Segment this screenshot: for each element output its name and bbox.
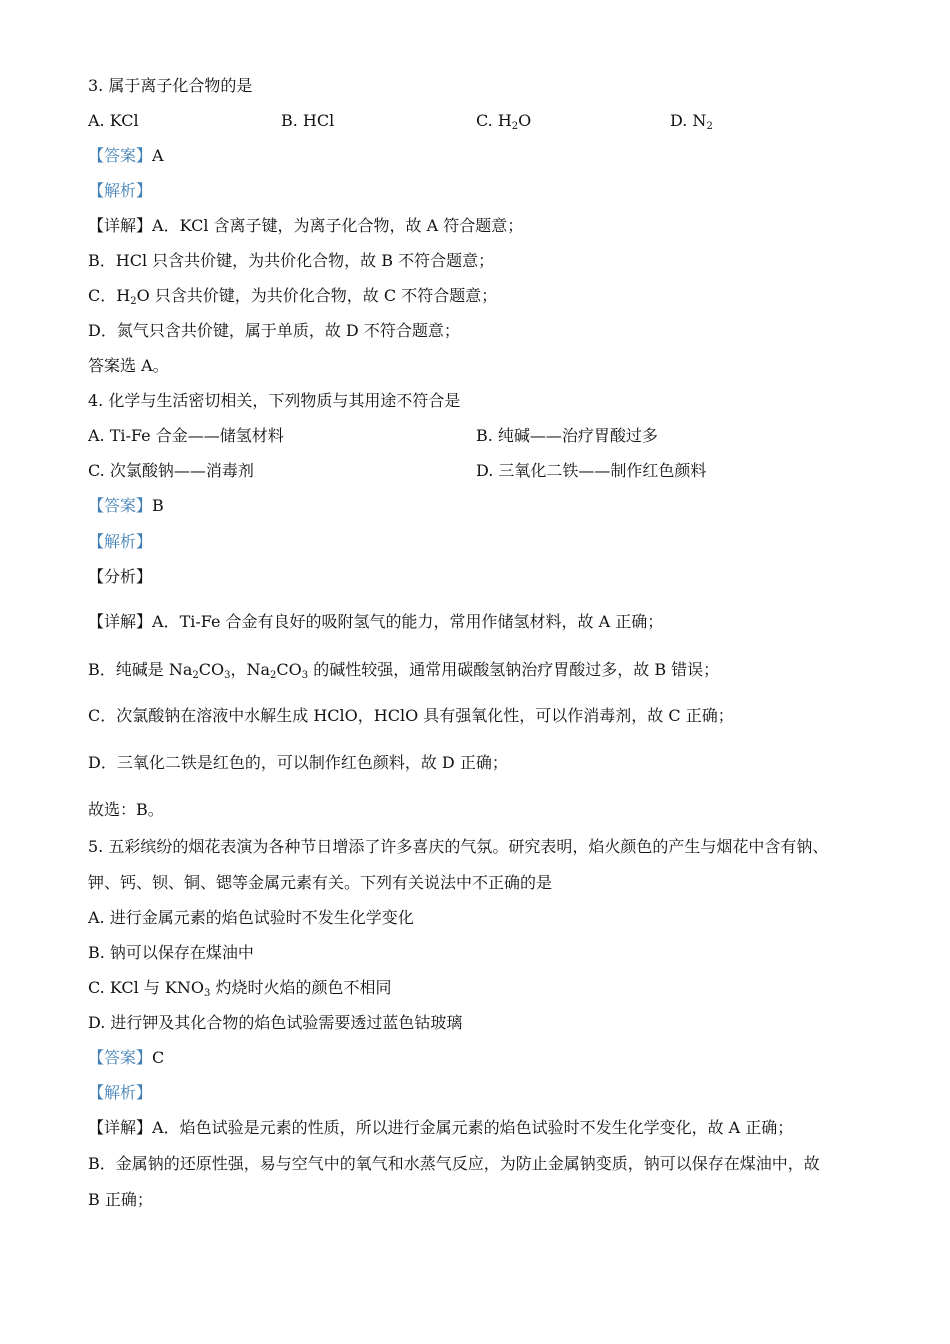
q4-answer: 【答案】B (88, 496, 164, 515)
answer-tag: 【答案】 (88, 1048, 153, 1067)
q5-detail-a: 【详解】A．焰色试验是元素的性质，所以进行金属元素的焰色试验时不发生化学变化，故 A 正确； (88, 1118, 794, 1137)
q4-fenxi-tag: 【分析】 (88, 567, 153, 586)
q4-option-d: D. 三氧化二铁——制作红色颜料 (476, 461, 707, 480)
q3-option-b: B. HCl (281, 111, 335, 130)
q3-option-a: A. KCl (88, 111, 139, 130)
q4-analysis-tag: 【解析】 (88, 532, 153, 551)
q4-detail-d: D．三氧化二铁是红色的，可以制作红色颜料，故 D 正确； (88, 753, 508, 772)
q5-detail-b-line1: B．金属钠的还原性强，易与空气中的氧气和水蒸气反应，为防止金属钠变质，钠可以保存在煤油中，故 (88, 1154, 820, 1173)
q3-answer: 【答案】A (88, 146, 164, 165)
q3-stem: 3. 属于离子化合物的是 (88, 76, 253, 95)
q3-detail-d: D．氮气只含共价键，属于单质，故 D 不符合题意； (88, 321, 460, 340)
q3-detail-b: B．HCl 只含共价键，为共价化合物，故 B 不符合题意； (88, 251, 495, 270)
q5-option-d: D. 进行钾及其化合物的焰色试验需要透过蓝色钴玻璃 (88, 1013, 463, 1032)
q5-detail-b-line2: B 正确； (88, 1190, 153, 1209)
q3-analysis-tag: 【解析】 (88, 181, 153, 200)
q4-option-a: A. Ti-Fe 合金——储氢材料 (88, 426, 284, 445)
q5-option-c: C. KCl 与 $KNO_3$ 灼烧时火焰的颜色不相同 (88, 978, 392, 999)
q4-option-b: B. 纯碱——治疗胃酸过多 (476, 426, 658, 445)
q5-stem-line2: 钾、钙、钡、铜、锶等金属元素有关。下列有关说法中不正确的是 (88, 873, 553, 892)
q4-detail-c: C．次氯酸钠在溶液中水解生成 HClO，HClO 具有强氧化性，可以作消毒剂，故 C 正确； (88, 706, 734, 725)
answer-tag: 【答案】 (88, 146, 153, 165)
q3-conclusion: 答案选 A。 (88, 356, 169, 375)
q4-stem: 4. 化学与生活密切相关，下列物质与其用途不符合是 (88, 391, 461, 410)
q5-option-a: A. 进行金属元素的焰色试验时不发生化学变化 (88, 908, 414, 927)
answer-tag: 【答案】 (88, 496, 153, 515)
q3-detail-a: 【详解】A．KCl 含离子键，为离子化合物，故 A 符合题意； (88, 216, 524, 235)
q4-conclusion: 故选：B。 (88, 800, 164, 819)
q3-option-c: C. $H_2O$ (476, 111, 532, 132)
q4-option-c: C. 次氯酸钠——消毒剂 (88, 461, 254, 480)
q5-answer: 【答案】C (88, 1048, 165, 1067)
q4-detail-a: 【详解】A．Ti-Fe 合金有良好的吸附氢气的能力，常用作储氢材料，故 A 正确； (88, 612, 664, 631)
q5-option-b: B. 钠可以保存在煤油中 (88, 943, 254, 962)
q3-option-d: D. $N_2$ (670, 111, 713, 132)
q5-analysis-tag: 【解析】 (88, 1083, 153, 1102)
q5-stem-line1: 5. 五彩缤纷的烟花表演为各种节日增添了许多喜庆的气氛。研究表明，焰火颜色的产生与烟花中含有钠、 (88, 837, 829, 856)
q3-detail-c: C．$H_2O$ 只含共价键，为共价化合物，故 C 不符合题意； (88, 286, 498, 307)
q4-detail-b: B．纯碱是 $Na_2CO_3$，$Na_2CO_3$ 的碱性较强，通常用碳酸氢钠治疗胃酸过多，故 B 错误； (88, 660, 720, 681)
